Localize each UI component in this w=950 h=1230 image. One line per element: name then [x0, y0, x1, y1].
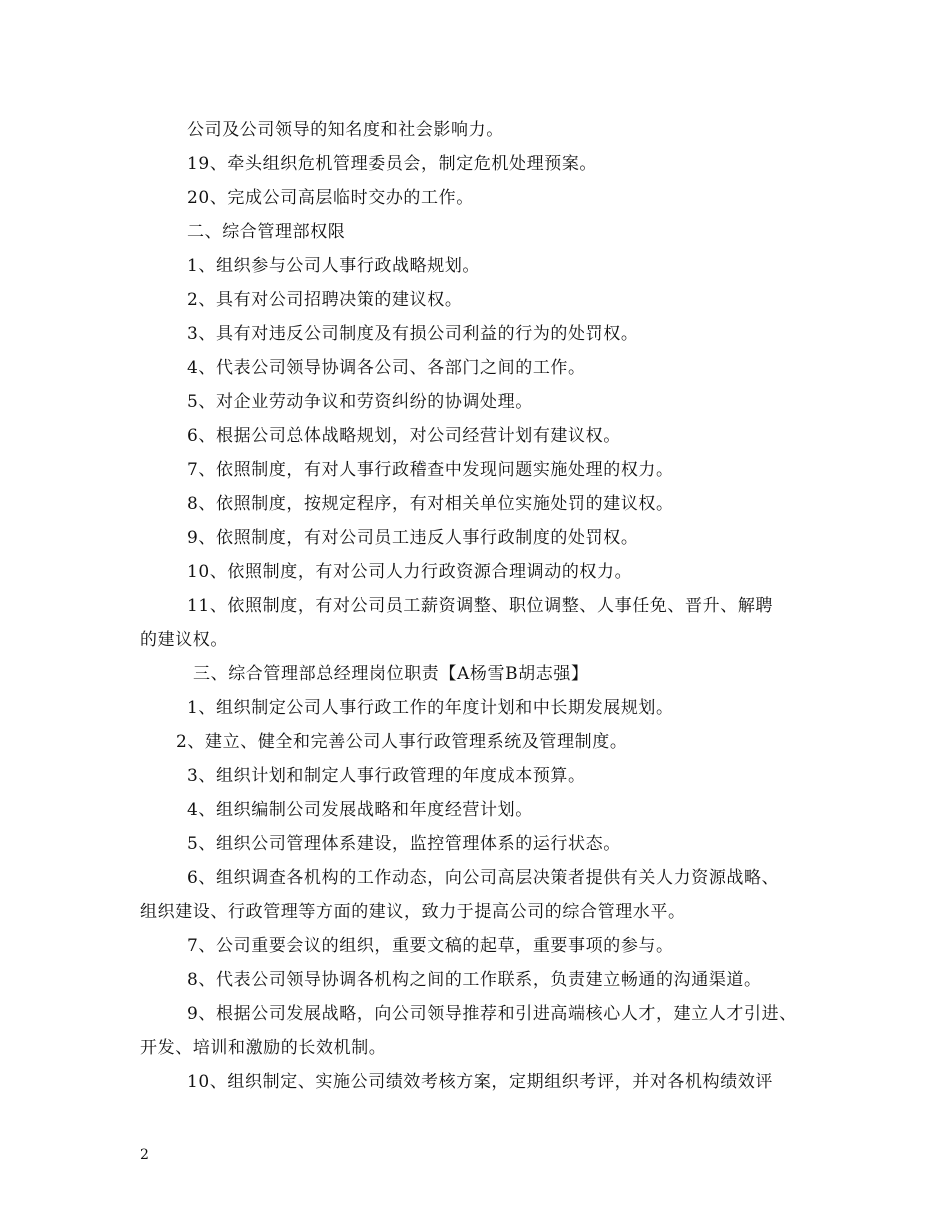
- text-line: 8、依照制度，按规定程序，有对相关单位实施处罚的建议权。: [187, 494, 674, 514]
- text-line: 9、依照制度，有对公司员工违反人事行政制度的处罚权。: [187, 528, 639, 548]
- section-heading: 三、综合管理部总经理岗位职责【A杨雪B胡志强】: [193, 664, 589, 684]
- text-line: 开发、培训和激励的长效机制。: [140, 1038, 387, 1058]
- text-line: 3、具有对违反公司制度及有损公司利益的行为的处罚权。: [187, 324, 639, 344]
- text-line: 4、组织编制公司发展战略和年度经营计划。: [187, 800, 533, 820]
- text-line: 公司及公司领导的知名度和社会影响力。: [187, 120, 504, 140]
- text-line: 2、建立、健全和完善公司人事行政管理系统及管理制度。: [176, 732, 628, 752]
- text-line: 3、组织计划和制定人事行政管理的年度成本预算。: [187, 766, 586, 786]
- section-heading: 二、综合管理部权限: [187, 222, 346, 242]
- text-line: 10、依照制度，有对公司人力行政资源合理调动的权力。: [187, 562, 633, 582]
- text-line: 10、组织制定、实施公司绩效考核方案，定期组织考评，并对各机构绩效评: [187, 1072, 774, 1092]
- text-line: 7、公司重要会议的组织，重要文稿的起草，重要事项的参与。: [187, 936, 674, 956]
- text-line: 1、组织制定公司人事行政工作的年度计划和中长期发展规划。: [187, 698, 674, 718]
- text-line: 20、完成公司高层临时交办的工作。: [187, 188, 474, 208]
- text-line: 19、牵头组织危机管理委员会，制定危机处理预案。: [187, 154, 598, 174]
- text-line: 7、依照制度，有对人事行政稽查中发现问题实施处理的权力。: [187, 460, 674, 480]
- text-line: 6、根据公司总体战略规划，对公司经营计划有建议权。: [187, 426, 621, 446]
- text-line: 5、组织公司管理体系建设，监控管理体系的运行状态。: [187, 834, 621, 854]
- text-line: 6、组织调查各机构的工作动态，向公司高层决策者提供有关人力资源战略、: [187, 868, 780, 888]
- text-line: 1、组织参与公司人事行政战略规划。: [187, 256, 481, 276]
- text-line: 4、代表公司领导协调各公司、各部门之间的工作。: [187, 358, 586, 378]
- text-line: 组织建设、行政管理等方面的建议，致力于提高公司的综合管理水平。: [140, 902, 686, 922]
- text-line: 11、依照制度，有对公司员工薪资调整、职位调整、人事任免、晋升、解聘: [187, 596, 774, 616]
- text-line: 9、根据公司发展战略，向公司领导推荐和引进高端核心人才，建立人才引进、: [187, 1004, 797, 1024]
- text-line: 2、具有对公司招聘决策的建议权。: [187, 290, 463, 310]
- page-number: 2: [140, 1147, 149, 1163]
- text-line: 5、对企业劳动争议和劳资纠纷的协调处理。: [187, 392, 533, 412]
- text-line: 的建议权。: [140, 630, 228, 650]
- text-line: 8、代表公司领导协调各机构之间的工作联系，负责建立畅通的沟通渠道。: [187, 970, 762, 990]
